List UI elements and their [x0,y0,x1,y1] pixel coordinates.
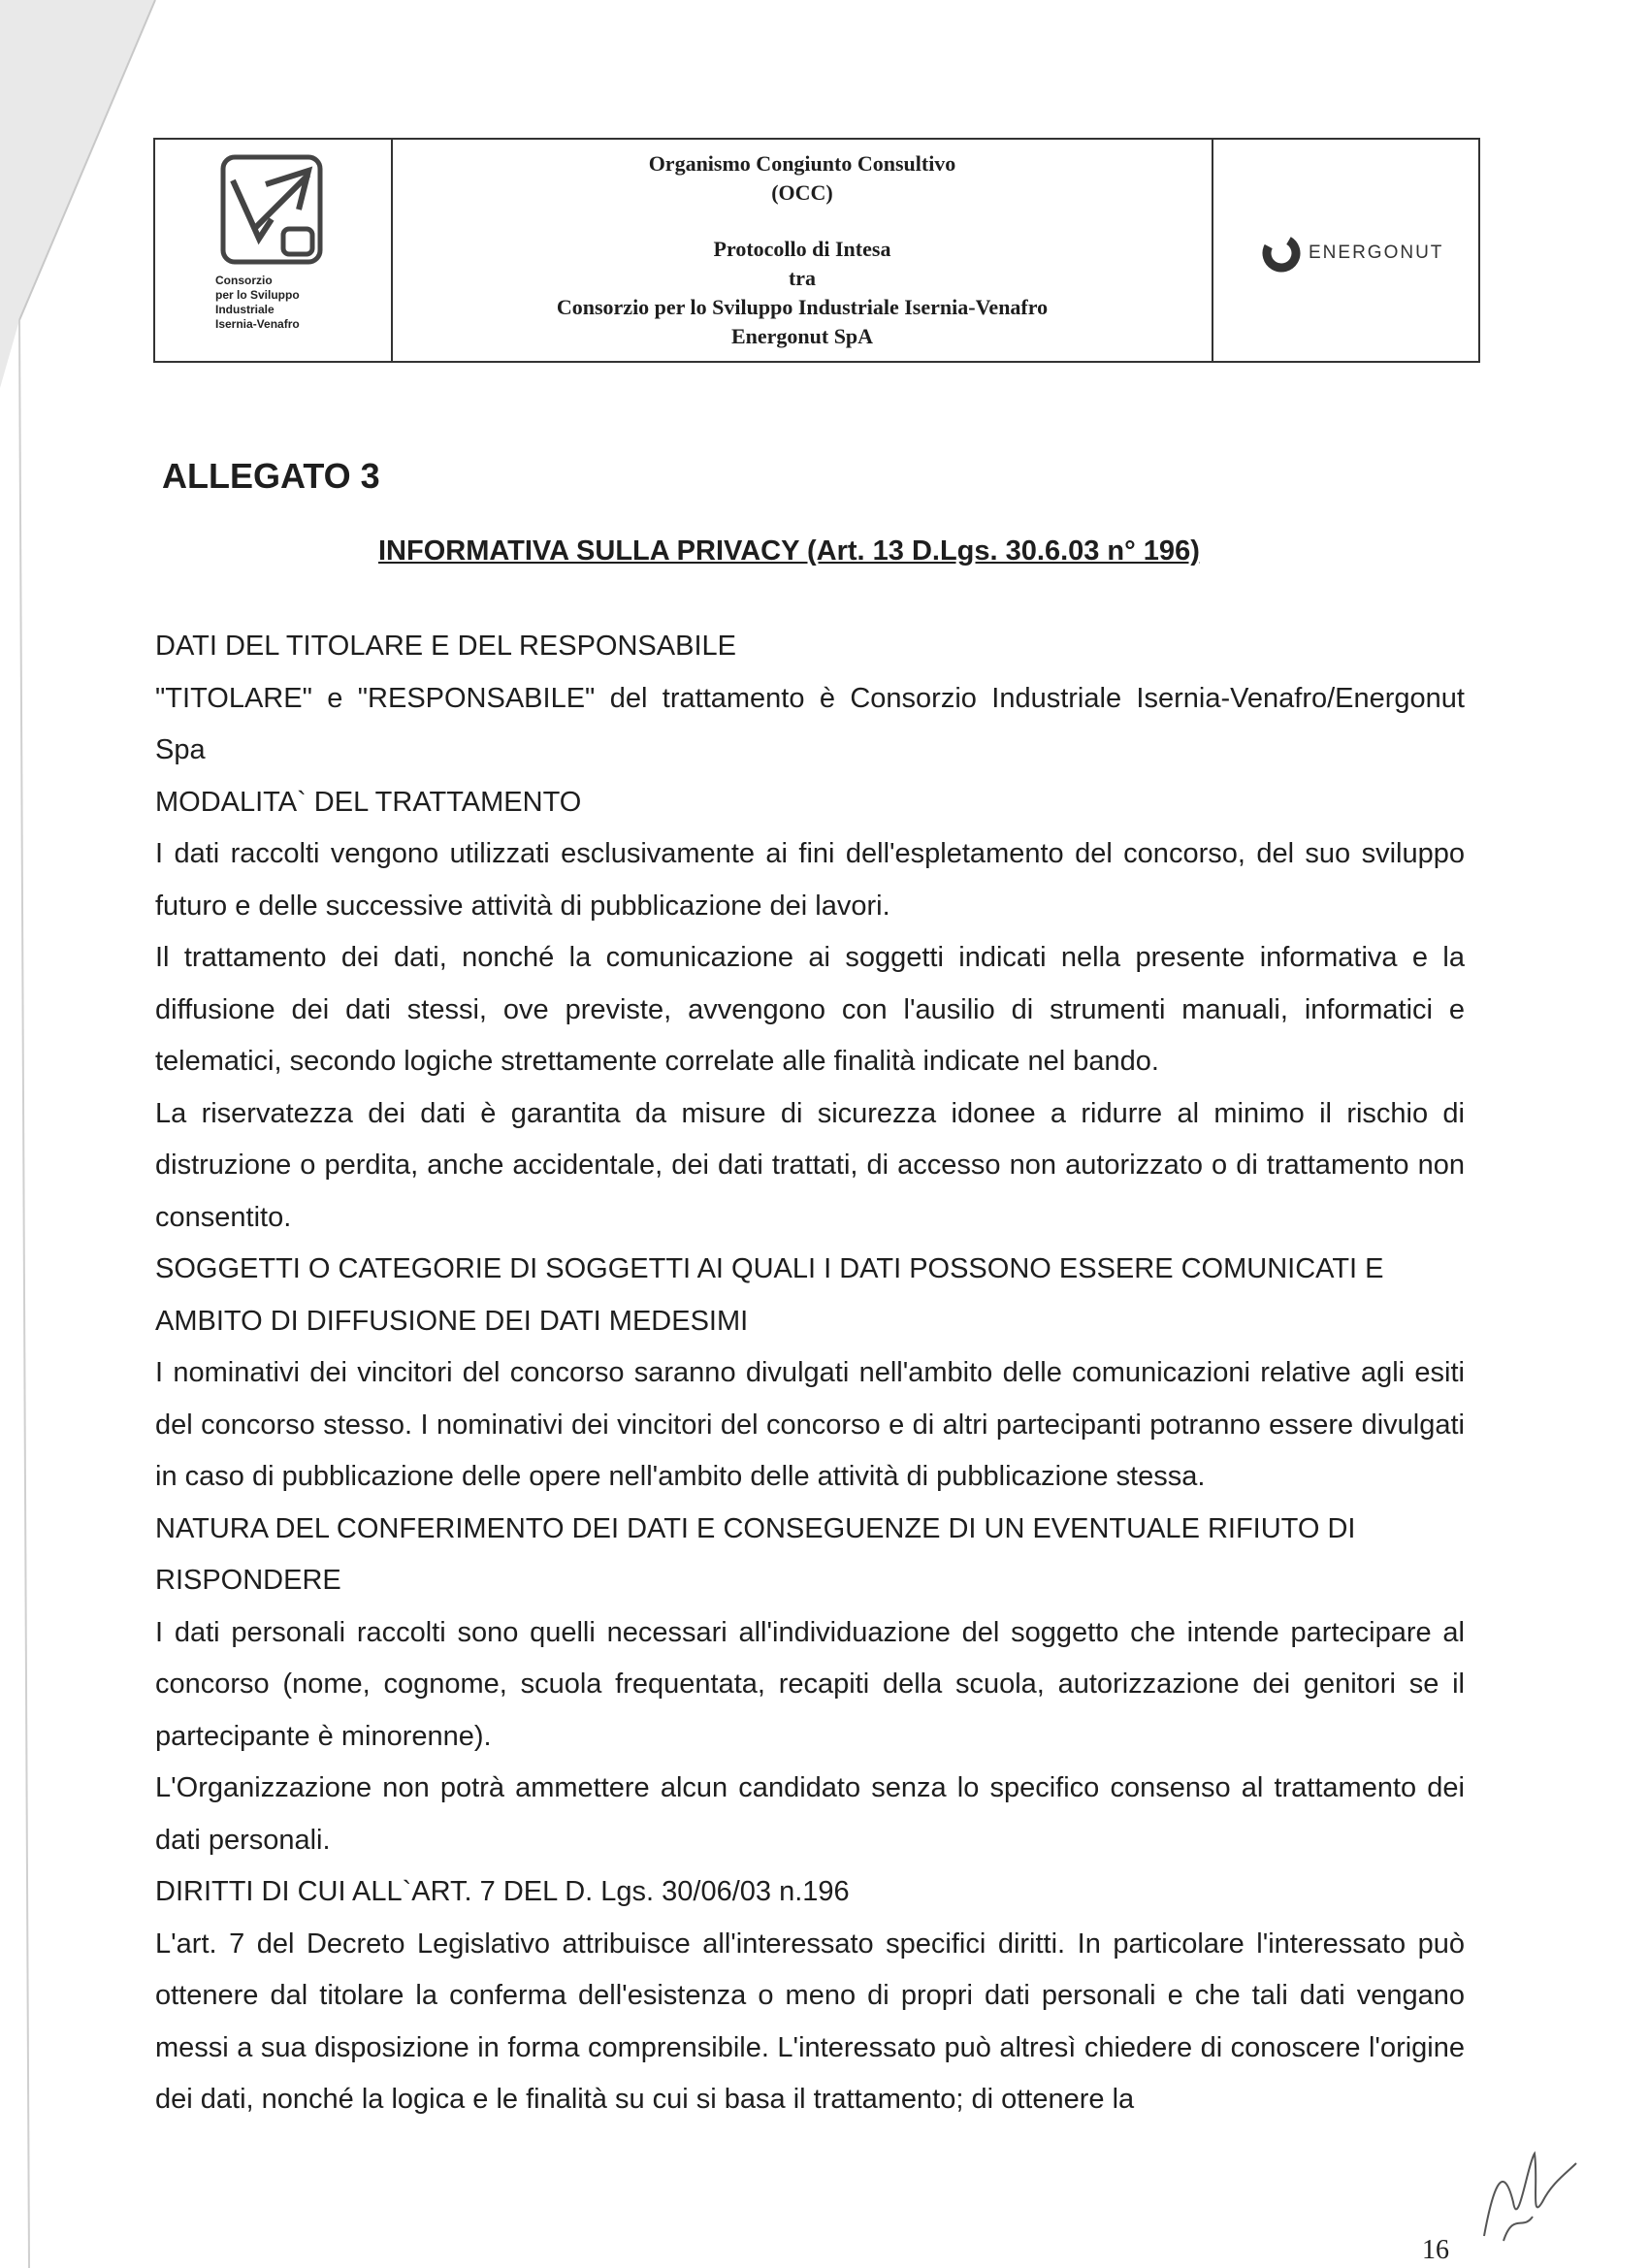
section-heading: DIRITTI DI CUI ALL`ART. 7 DEL D. Lgs. 30/06/03 n.196 [155,1876,850,1907]
header-title-cell [393,140,1213,361]
caption-line: Consorzio [215,274,273,287]
header-right-cell [1213,140,1478,361]
handwritten-signature-icon [1474,2144,1581,2251]
section-heading: MODALITA` DEL TRATTAMENTO [155,786,582,818]
energonut-logo-text: ENERGONUT [1309,243,1444,263]
caption-line: Industriale [215,303,275,316]
section-heading: DATI DEL TITOLARE E DEL RESPONSABILE [155,631,736,662]
energonut-logo-icon [1260,232,1303,275]
paragraph: Il trattamento dei dati, nonché la comunicazione ai soggetti indicati nella presente informativa e la diffusione dei dati stessi, ove previste, avvengono con l'ausilio di strumenti manuali, informatici e telematici, secondo logiche strettamente correlate alle finalità indicate nel bando. [155,942,1465,1077]
paragraph: I dati raccolti vengono utilizzati esclusivamente ai fini dell'espletamento del concorso, del suo sviluppo futuro e delle successive attività di pubblicazione dei lavori. [155,838,1465,922]
header-energonut: Energonut SpA [730,324,874,348]
paragraph: La riservatezza dei dati è garantita da misure di sicurezza idonee a ridurre al minimo il rischio di distruzione o perdita, anche accidentale, dei dati trattati, di accesso non autorizzato o di trattamento non consentito. [155,1097,1465,1233]
allegato-heading: ALLEGATO 3 [162,456,380,496]
header-table [153,138,1480,363]
paragraph: "TITOLARE" e "RESPONSABILE" del trattamento è Consorzio Industriale Isernia-Venafro/Energonut Spa [155,682,1465,765]
page-number: 16 [1422,2235,1449,2265]
energonut-logo [1260,232,1443,275]
header-protocol: Protocollo di Intesa [713,237,891,261]
header-consorzio: Consorzio per lo Sviluppo Industriale Isernia-Venafro [556,295,1049,319]
privacy-title: INFORMATIVA SULLA PRIVACY (Art. 13 D.Lgs. 30.6.03 n° 196) [378,535,1200,567]
section-heading: NATURA DEL CONFERIMENTO DEI DATI E CONSEGUENZE DI UN EVENTUALE RIFIUTO DI RISPONDERE [155,1512,1356,1596]
header-left-cell [155,140,393,361]
paragraph: L'Organizzazione non potrà ammettere alcun candidato senza lo specifico consenso al trattamento dei dati personali. [155,1772,1465,1856]
paragraph: L'art. 7 del Decreto Legislativo attribuisce all'interessato specifici diritti. In particolare l'interessato può ottenere dal titolare la conferma dell'esistenza o meno di propri dati personali e che tali dati vengano messi a sua disposizione in forma comprensibile. L'interessato può altresì chiedere di conoscere l'origine dei dati, nonché la logica e le finalità su cui si basa il trattamento; di ottenere la [155,1928,1465,2115]
paragraph: I nominativi dei vincitori del concorso saranno divulgati nell'ambito delle comunicazioni relative agli esiti del concorso stesso. I nominativi dei vincitori del concorso e di altri partecipanti potranno essere divulgati in caso di pubblicazione delle opere nell'ambito delle attività di pubblicazione stessa. [155,1357,1465,1492]
consorzio-logo-icon [215,151,332,274]
caption-line: Isernia-Venafro [215,317,300,331]
section-heading: SOGGETTI O CATEGORIE DI SOGGETTI AI QUALI I DATI POSSONO ESSERE COMUNICATI E AMBITO DI DIFFUSIONE DEI DATI MEDESIMI [155,1253,1384,1337]
header-org-name: Organismo Congiunto Consultivo [648,151,956,176]
header-tra: tra [788,266,817,290]
caption-line: per lo Sviluppo [215,288,300,302]
consorzio-logo-caption [215,274,300,332]
header-org-abbr: (OCC) [771,180,833,205]
paragraph: I dati personali raccolti sono quelli necessari all'individuazione del soggetto che intende partecipare al concorso (nome, cognome, scuola frequentata, recapiti della scuola, autorizzazione dei genitori se il partecipante è minorenne). [155,1616,1465,1752]
document-body [155,621,1465,2126]
